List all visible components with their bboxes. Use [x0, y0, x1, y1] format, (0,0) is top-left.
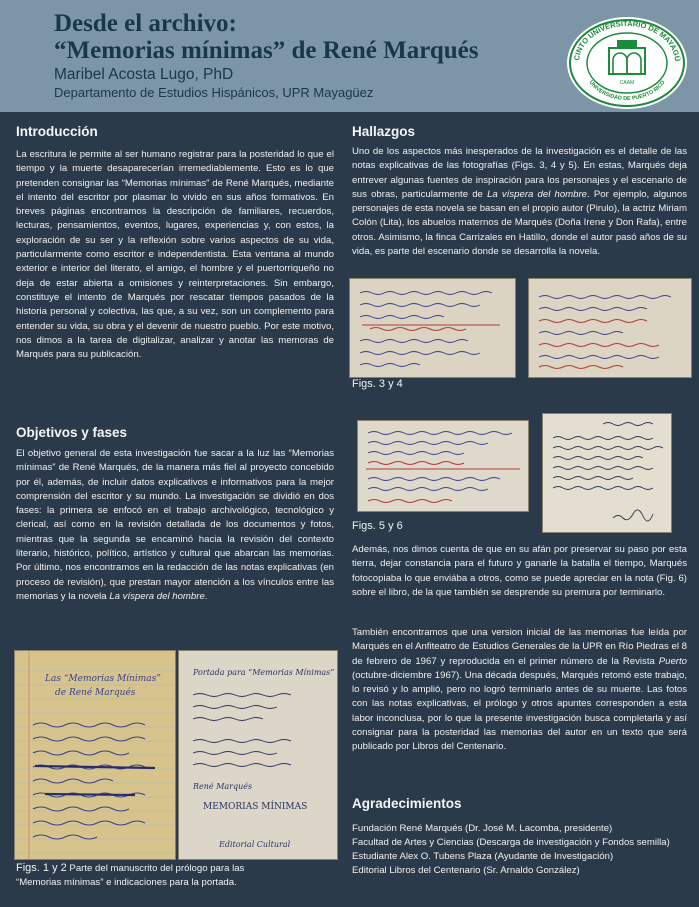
figs12-caption-line2: “Memorias mínimas” e indicaciones para la portada. — [16, 876, 237, 888]
figs12-label: Figs. 1 y 2 — [16, 862, 67, 874]
objetivos-end: . — [204, 590, 208, 602]
objetivos-text — [16, 447, 334, 604]
heading-objetivos: Objetivos y fases — [16, 425, 128, 440]
fig2-line3: René Marqués — [193, 782, 253, 791]
fig4-photo-note — [528, 278, 692, 378]
hallazgos-p3 — [352, 626, 687, 755]
heading-introduccion: Introducción — [16, 124, 98, 139]
hallazgos-p2: Además, nos dimos cuenta de que en su afán por preservar su paso por esta tierra, dejar constancia para el futuro y ganarle la batalla el tiempo, Marqués fotocopiaba lo que enviába a otros, como se puede apreciar en la nota (Fig. 6) sobre el libro, de la que también se desprende su premura por terminarlo. — [352, 544, 687, 598]
poster-title-line2: “Memorias mínimas” de René Marqués — [54, 37, 479, 64]
fig1-manuscript-photo — [14, 650, 176, 860]
fig2-line4: Editorial Cultural — [219, 840, 291, 849]
hallazgos-p3-italic: Puerto — [658, 655, 688, 667]
poster-title-line1: Desde el archivo: — [54, 10, 237, 37]
heading-hallazgos: Hallazgos — [352, 124, 416, 139]
heading-agradecimientos: Agradecimientos — [352, 796, 462, 811]
objetivos-main: El objetivo general de esta investigación fue sacar a la luz las “Memorias mínimas” de René Marqués, de la manera más fiel al proyecto concebido por él, además, de incluir datos explicativos e informativos para la mejor comprensión del escritor y su mundo. La investigación se dividió en dos fases: la primera se enfocó en el trabajo archivológico, tecnológico y clerical, así como en la revisión detallada de los documentos y fotos, mientras que la segunda se encaminó hacia la revisión del contexto literario, histórico, político, artístico y cultural que abarcan las memorias. Por último, nos encontramos en la redacción de las notas explicativas (en proceso de revisión), que prestan mayor atención a los vínculos entre las memorias y la novela — [16, 448, 334, 602]
figs12-caption — [16, 862, 341, 889]
agradecimiento-item: Fundación René Marqués (Dr. José M. Lacomba, presidente) — [352, 823, 613, 834]
fig5-photo-note — [357, 420, 529, 512]
fig6-photo-note — [542, 413, 672, 533]
fig2-manuscript-photo — [178, 650, 338, 860]
fig1-line2: de René Marqués — [55, 688, 136, 698]
agradecimiento-item: Editorial Libros del Centenario (Sr. Arnaldo González) — [352, 865, 580, 876]
university-seal-logo — [565, 16, 689, 110]
author-name: Maribel Acosta Lugo, PhD — [54, 66, 234, 83]
hallazgos-p1-b: . Por ejemplo, algunos personajes de esta novela se basan en el propio autor (Pirulo), la actriz Miriam Colón (Lita), los abuelos maternos de Marqués (Doña Irene y Don Rafa), entre otros. Asimismo, la finca Carrizales en Hatillo, donde el autor pasó años de su vida, es parte del escenario donde se desarrolla la novela. — [352, 188, 687, 258]
agradecimiento-item: Facultad de Artes y Ciencias (Descarga de investigación y Fondos semilla) — [352, 837, 670, 848]
fig2-line1: Portada para “Memorias Mínimas” — [193, 668, 335, 677]
hallazgos-p3-b: (octubre-diciembre 1967). Una década después, Marqués retomó este trabajo, lo revisó y lo amplió, pero no logró terminarlo antes de su muerte. Las fotos con las notas explicativas, el prólogo y otros apuntes corresponden a esta labor inconclusa, por lo que la presente investigación busca completarla y así consignar para la posteridad las memorias del autor en un texto que será publicado por Libros del Centenario. — [352, 669, 687, 753]
hallazgos-p1-italic: La víspera del hombre — [487, 188, 588, 200]
figs12-caption-line1: Parte del manuscrito del prólogo para las — [69, 863, 245, 874]
hallazgos-p3-a: También encontramos que una version inicial de las memorias fue leída por Marqués en el Anfiteatro de Estudios Generales de la UPR en Río Piedras el 8 de febrero de 1967 y reproducida en el primer número de la Revista — [352, 627, 687, 667]
agradecimientos-list — [352, 822, 687, 878]
fig3-photo-note — [349, 278, 516, 378]
agradecimiento-item: Estudiante Alex O. Tubens Plaza (Ayudante de Investigación) — [352, 851, 614, 862]
poster-header — [0, 0, 699, 112]
introduccion-text: La escritura le permite al ser humano registrar para la posteridad lo que el tiempo y la muerte desaparecerían irremediablemente. Esto es lo que pretenden consignar las “Memorias mínimas” de René Marqués, mediante el intento del escritor por plasmar lo vivido en sus años formativos. En breves páginas encontramos la descripción de familiares, recuerdos, lecturas, pensamientos, eventos, lugares, experiencias y, con estos, la exploración de su ser y la reflexión sobre varios aspectos de su vida, particularmente como escritor e independentista. Esta ventana al mundo exterior e interior del literato, el amigo, el hombre y el puertorriqueño no deja de estar abierta a omisiones y reinterpretaciones. Sin embargo, constituye el intento de Marqués por rescatar tiempos pasados de la historia personal y colectiva, las que, a su vez, son un complemento para entender su vida, su obra y el devenir de nuestro pueblo. Por este motivo, nos dimos a la tarea de digitalizar, analizar y anotar las memoras de Marqués para su publicación. — [16, 149, 334, 361]
fig2-line2: MEMORIAS MÍNIMAS — [203, 802, 308, 812]
objetivos-italic-title: La víspera del hombre — [109, 590, 205, 602]
figs56-label: Figs. 5 y 6 — [352, 520, 403, 532]
figs34-label: Figs. 3 y 4 — [352, 378, 403, 390]
department-name: Departamento de Estudios Hispánicos, UPR Mayagüez — [54, 85, 374, 100]
svg-text:RECINTO UNIVERSITARIO DE MAYAG: CINTO UNIVERSITARIO DE MAYAGÜ — [572, 18, 683, 62]
hallazgos-p1 — [352, 145, 687, 259]
hallazgos-p1-a: Uno de los aspectos más inesperados de la investigación es el detalle de las notas explicativas de las fotografías (Figs. 3, 4 y 5). En estas, Marqués deja entrever algunas fuentes de inspiración para los personajes y el escenario de sus obras, particularmente de — [352, 146, 687, 200]
fig1-line1: Las “Memorias Mínimas” — [45, 674, 161, 684]
svg-text:CAAM: CAAM — [619, 80, 635, 86]
svg-text:UNIVERSIDAD DE PUERTO RICO: UNIVERSIDAD DE PUERTO RICO — [587, 79, 667, 103]
